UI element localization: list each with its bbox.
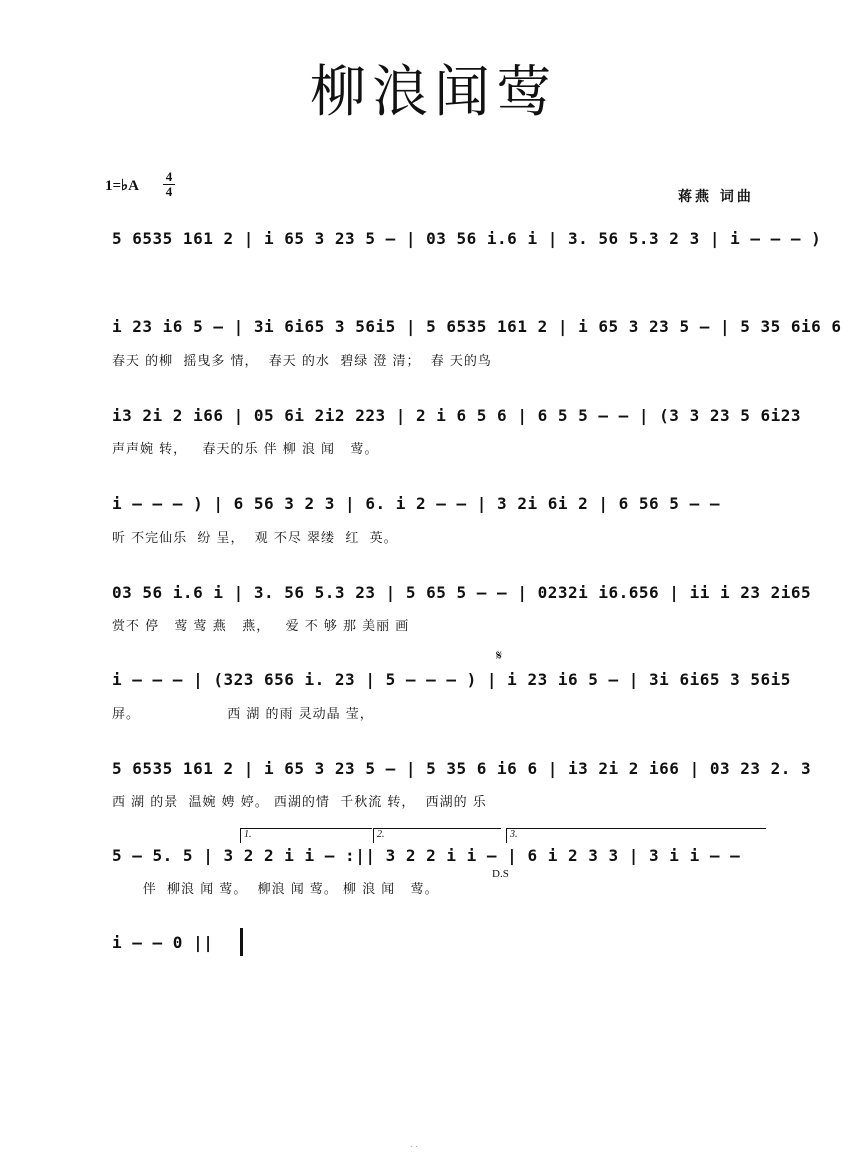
lyric-line-5: 赏不 停 莺 莺 燕 燕， 爱 不 够 那 美丽 画 xyxy=(112,619,410,634)
lyric-line-3: 声声婉 转， 春天的乐 伴 柳 浪 闻 莺。 xyxy=(112,442,379,457)
music-line-5: 03 56 i.6 i | 3. 56 5.3 23 | 5 65 5 – – | 0232i i6.656 | ii i 23 2i65 xyxy=(112,583,812,602)
music-line-4: i – – – ) | 6 56 3 2 3 | 6. i 2 – – | 3 2i 6i 2 | 6 56 5 – – xyxy=(112,494,720,513)
music-line-2: i 23 i6 5 – | 3i 6i65 3 56i5 | 5 6535 161 2 | i 65 3 23 5 – | 5 35 6i6 6 xyxy=(112,317,842,336)
lyric-line-6: 屏。 西 湖 的雨 灵动晶 莹， xyxy=(112,707,374,722)
time-signature-bottom: 4 xyxy=(165,184,173,199)
key-signature: 1=♭A xyxy=(105,178,139,194)
page-title: 柳浪闻莺 xyxy=(310,60,558,125)
page-footer-dots: . . xyxy=(410,1140,418,1149)
time-signature xyxy=(162,170,176,199)
ending-2-bracket: 2. xyxy=(373,828,501,843)
lyric-line-8: 伴 柳浪 闻 莺。 柳浪 闻 莺。 柳 浪 闻 莺。 xyxy=(112,882,439,897)
music-line-6: i – – – | (323 656 i. 23 | 5 – – – ) | i 23 i6 5 – | 3i 6i65 3 56i5 xyxy=(112,670,791,689)
ending-1-bracket: 1. xyxy=(240,828,372,843)
ending-3-bracket: 3. xyxy=(506,828,766,843)
final-barline xyxy=(240,928,243,956)
segno-mark: 𝄋 xyxy=(496,648,503,664)
lyric-line-4: 听 不完仙乐 纷 呈， 观 不尽 翠缕 红 英。 xyxy=(112,531,398,546)
time-signature-top: 4 xyxy=(165,169,173,184)
lyric-line-7: 西 湖 的景 温婉 娉 婷。 西湖的情 千秋流 转， 西湖的 乐 xyxy=(112,795,487,810)
music-line-9: i – – 0 || xyxy=(112,933,214,952)
music-line-8: 5 – 5. 5 | 3 2 2 i i – :|| 3 2 2 i i – | 6 i 2 3 3 | 3 i i – – xyxy=(112,846,741,865)
music-line-7: 5 6535 161 2 | i 65 3 23 5 – | 5 35 6 i6 6 | i3 2i 2 i66 | 03 23 2. 3 xyxy=(112,759,812,778)
lyric-line-2: 春天 的柳 摇曳多 情， 春天 的水 碧绿 澄 清； 春 天的鸟 xyxy=(112,354,492,369)
ds-mark: D.S xyxy=(492,868,509,880)
composer-credit: 蒋燕 词曲 xyxy=(678,189,754,205)
music-line-3: i3 2i 2 i66 | 05 6i 2i2 223 | 2 i 6 5 6 | 6 5 5 – – | (3 3 23 5 6i23 xyxy=(112,406,802,425)
music-line-1: 5 6535 161 2 | i 65 3 23 5 – | 03 56 i.6 i | 3. 56 5.3 2 3 | i – – – ) xyxy=(112,229,822,248)
